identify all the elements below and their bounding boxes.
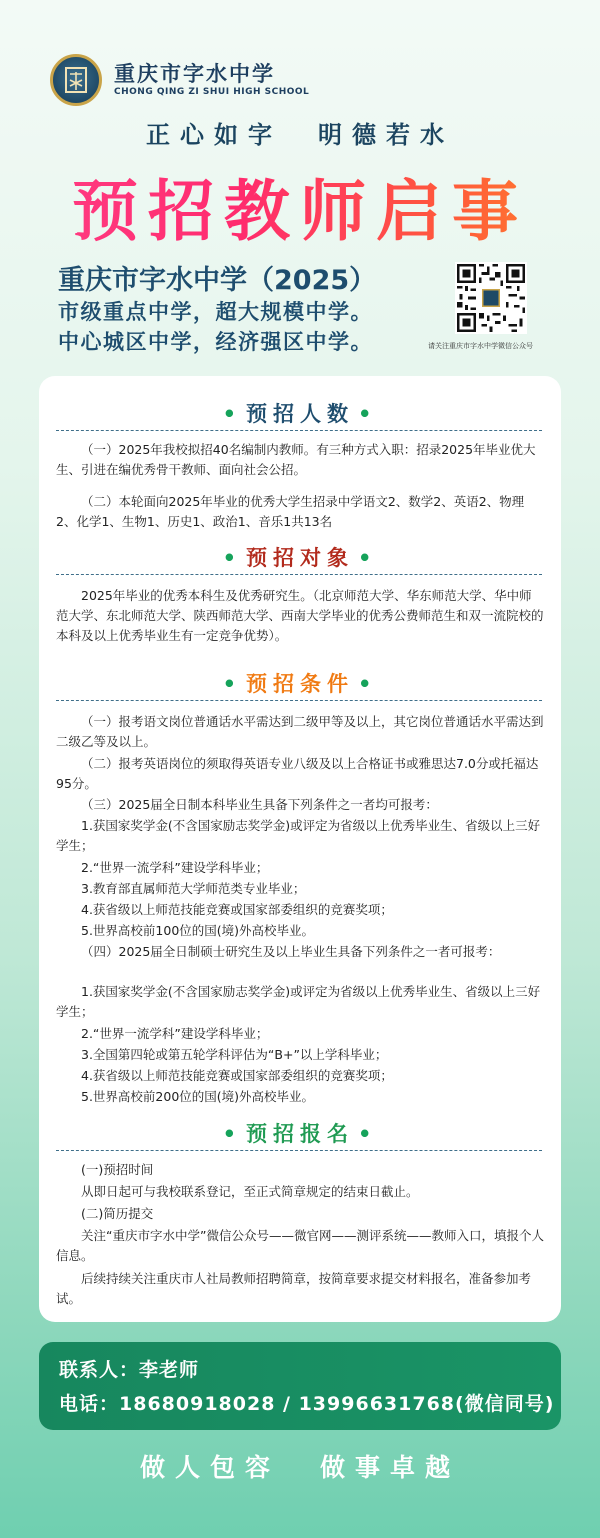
conditions-paragraph-3: （三）2025届全日制本科毕业生具备下列条件之一者均可报考： — [81, 797, 438, 812]
conditions-paragraph-2: （二）报考英语岗位的须取得英语专业八级及以上合格证书或雅思达7.0分或托福达95分。 — [56, 756, 539, 791]
conditions-list1-item-2: 2.“世界一流学科”建设学科毕业； — [81, 860, 269, 875]
slogan-line-2: 中心城区中学，经济强区中学。 — [58, 330, 373, 354]
target-paragraph: 2025年毕业的优秀本科生及优秀研究生。（北京师范大学、华东师范大学、华中师范大学、东北师范大学、陕西师范大学、西南大学毕业的优秀公费师范生和双一流院校的本科及以上优秀毕业生有一定竞争优势）。 — [56, 588, 544, 643]
count-paragraph-2: （二）本轮面向2025年毕业的优秀大学生招录中学语文2、数学2、英语2、物理2、化学1、生物1、历史1、政治1、音乐1共13名 — [56, 494, 525, 529]
conditions-list1-item-5: 5.世界高校前100位的国(境)外高校毕业。 — [81, 923, 315, 938]
conditions-list1-item-1: 1.获国家奖学金(不含国家励志奖学金)或评定为省级以上优秀毕业生、省级以上三好学生； — [56, 818, 541, 853]
register-heading-2: (二)简历提交 — [81, 1206, 154, 1221]
motto-part-1: 正心如字 — [146, 120, 282, 149]
register-heading-1: (一)预招时间 — [81, 1162, 154, 1177]
recruitment-info-card — [39, 376, 561, 1322]
conditions-list2-item-5: 5.世界高校前200位的国(境)外高校毕业。 — [81, 1089, 315, 1104]
section-divider — [56, 700, 542, 701]
register-text-2: 关注“重庆市字水中学”微信公众号——微官网——测评系统——教师入口，填报个人信息。 — [56, 1228, 544, 1263]
section-title-count-text: 预招人数 — [246, 402, 354, 426]
logo-text — [114, 62, 309, 98]
bottom-motto — [0, 1448, 600, 1484]
count-paragraph-1: （一）2025年我校拟招40名编制内教师。有三种方式入职：招录2025年毕业优大生、引进在编优秀骨干教师、面向社会公招。 — [56, 442, 536, 477]
section-title-target-text: 预招对象 — [246, 546, 354, 570]
motto-part-2: 明德若水 — [318, 120, 454, 149]
qr-caption: 请关注重庆市字水中学微信公众号 — [428, 342, 533, 350]
section-divider — [56, 430, 542, 431]
school-emblem-icon — [50, 54, 102, 106]
conditions-paragraph-4: （四）2025届全日制硕士研究生及以上毕业生具备下列条件之一者可报考： — [81, 944, 501, 959]
section-title-register: • 预招报名 • — [222, 1122, 378, 1146]
section-title-target: • 预招对象 • — [222, 546, 378, 570]
school-year-heading: 重庆市字水中学（2025） — [58, 265, 377, 296]
section-title-count: • 预招人数 • — [222, 402, 378, 426]
bottom-motto-part-1: 做人包容 — [139, 1453, 280, 1482]
section-title-register-text: 预招报名 — [246, 1122, 354, 1146]
school-name-cn: 重庆市字水中学 — [114, 62, 275, 86]
conditions-paragraph-1: （一）报考语文岗位普通话水平需达到二级甲等及以上，其它岗位普通话水平需达到二级乙等及以上。 — [56, 714, 544, 749]
register-text-3: 后续持续关注重庆市人社局教师招聘简章，按简章要求提交材料报名，准备参加考试。 — [56, 1271, 532, 1306]
section-title-conditions-text: 预招条件 — [246, 672, 354, 696]
conditions-list2-item-4: 4.获省级以上师范技能竞赛或国家部委组织的竞赛奖项； — [81, 1068, 393, 1083]
section-divider — [56, 1150, 542, 1151]
section-divider — [56, 574, 542, 575]
conditions-list2-item-1: 1.获国家奖学金(不含国家励志奖学金)或评定为省级以上优秀毕业生、省级以上三好学生； — [56, 984, 541, 1019]
conditions-list2-item-2: 2.“世界一流学科”建设学科毕业； — [81, 1026, 269, 1041]
register-text-1: 从即日起可与我校联系登记，至正式简章规定的结束日截止。 — [81, 1184, 419, 1199]
bottom-motto-part-2: 做事卓越 — [320, 1453, 461, 1482]
contact-box — [39, 1342, 561, 1430]
school-motto — [0, 115, 600, 150]
school-logo-row — [50, 52, 309, 108]
wechat-qr-code[interactable] — [455, 262, 527, 334]
contact-person: 联系人：李老师 — [59, 1359, 200, 1381]
contact-phone[interactable]: 电话：18680918028 / 13996631768(微信同号) — [59, 1393, 555, 1415]
conditions-list1-item-3: 3.教育部直属师范大学师范类专业毕业； — [81, 881, 306, 896]
section-title-conditions: • 预招条件 • — [222, 672, 378, 696]
slogan-line-1: 市级重点中学，超大规模中学。 — [58, 300, 373, 324]
conditions-list1-item-4: 4.获省级以上师范技能竞赛或国家部委组织的竞赛奖项； — [81, 902, 393, 917]
school-name-en: CHONG QING ZI SHUI HIGH SCHOOL — [114, 87, 310, 97]
main-title: 预招教师启事 — [0, 158, 600, 253]
conditions-list2-item-3: 3.全国第四轮或第五轮学科评估为“B+”以上学科毕业； — [81, 1047, 388, 1062]
